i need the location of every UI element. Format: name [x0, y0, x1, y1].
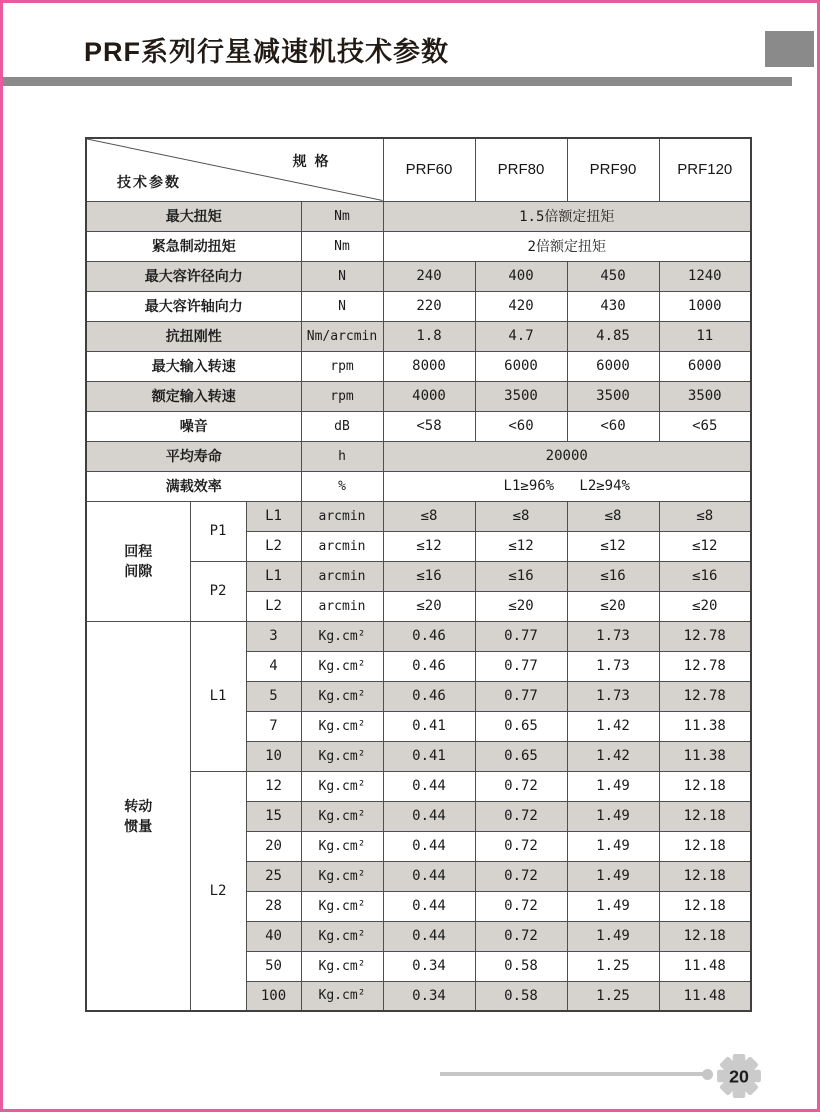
param-label: 噪音 — [86, 411, 301, 441]
value-cell: ≤16 — [475, 561, 567, 591]
value-cell: 11.38 — [659, 741, 751, 771]
value-cell: ≤12 — [383, 531, 475, 561]
unit-cell: N — [301, 291, 383, 321]
unit-cell: Kg.cm² — [301, 711, 383, 741]
table-row — [86, 291, 751, 321]
value-cell: <60 — [567, 411, 659, 441]
value-cell: 1.25 — [567, 981, 659, 1011]
unit-cell: arcmin — [301, 501, 383, 531]
value-cell: 0.46 — [383, 621, 475, 651]
table-row — [86, 381, 751, 411]
value-cell: 1.49 — [567, 891, 659, 921]
title-underline-bar — [3, 77, 792, 86]
unit-cell: rpm — [301, 351, 383, 381]
value-cell: 4.7 — [475, 321, 567, 351]
grade-cell: P1 — [190, 501, 246, 561]
ratio-cell: 100 — [246, 981, 301, 1011]
table-row — [86, 411, 751, 441]
param-label: 满载效率 — [86, 471, 301, 501]
value-cell: 400 — [475, 261, 567, 291]
value-cell: 0.72 — [475, 801, 567, 831]
unit-cell: N — [301, 261, 383, 291]
value-cell: 0.77 — [475, 621, 567, 651]
value-cell: 12.18 — [659, 921, 751, 951]
column-header: PRF80 — [475, 138, 567, 201]
table-row — [86, 261, 751, 291]
footer-rule-dot — [702, 1069, 713, 1080]
table-row — [86, 501, 751, 531]
span-value-cell: 2倍额定扭矩 — [383, 231, 751, 261]
table-row — [86, 621, 751, 651]
value-cell: 240 — [383, 261, 475, 291]
value-cell: 8000 — [383, 351, 475, 381]
param-label: 最大容许轴向力 — [86, 291, 301, 321]
value-cell: 1.8 — [383, 321, 475, 351]
value-cell: 0.44 — [383, 921, 475, 951]
value-cell: ≤16 — [383, 561, 475, 591]
value-cell: 11.48 — [659, 981, 751, 1011]
ratio-cell: 3 — [246, 621, 301, 651]
param-label: 平均寿命 — [86, 441, 301, 471]
corner-spec-label: 规 格 — [292, 153, 331, 169]
value-cell: ≤8 — [475, 501, 567, 531]
unit-cell: Nm/arcmin — [301, 321, 383, 351]
value-cell: 11 — [659, 321, 751, 351]
unit-cell: Kg.cm² — [301, 651, 383, 681]
value-cell: <60 — [475, 411, 567, 441]
value-cell: 1.49 — [567, 921, 659, 951]
unit-cell: % — [301, 471, 383, 501]
value-cell: 0.46 — [383, 681, 475, 711]
unit-cell: arcmin — [301, 531, 383, 561]
value-cell: 12.18 — [659, 831, 751, 861]
span-value-cell: 20000 — [383, 441, 751, 471]
table-header-row — [86, 138, 751, 201]
value-cell: ≤8 — [383, 501, 475, 531]
inertia-group-line: 转动 — [124, 797, 153, 814]
page-title: PRF系列行星减速机技术参数 — [84, 37, 449, 67]
value-cell: 12.78 — [659, 621, 751, 651]
value-cell: 12.18 — [659, 771, 751, 801]
value-cell: 12.78 — [659, 651, 751, 681]
value-cell: 11.48 — [659, 951, 751, 981]
unit-cell: Kg.cm² — [301, 891, 383, 921]
value-cell: 3500 — [567, 381, 659, 411]
value-cell: 220 — [383, 291, 475, 321]
value-cell: 430 — [567, 291, 659, 321]
unit-cell: Kg.cm² — [301, 741, 383, 771]
value-cell: ≤20 — [659, 591, 751, 621]
table-row — [86, 321, 751, 351]
param-label: 抗扭刚性 — [86, 321, 301, 351]
value-cell: 0.72 — [475, 771, 567, 801]
ratio-cell: 5 — [246, 681, 301, 711]
value-cell: <65 — [659, 411, 751, 441]
inertia-group-label — [86, 621, 190, 1011]
value-cell: 0.34 — [383, 981, 475, 1011]
value-cell: 0.41 — [383, 711, 475, 741]
unit-cell: Kg.cm² — [301, 681, 383, 711]
unit-cell: Kg.cm² — [301, 951, 383, 981]
value-cell: 11.38 — [659, 711, 751, 741]
value-cell: 1240 — [659, 261, 751, 291]
value-cell: 4000 — [383, 381, 475, 411]
stage-cell: L1 — [190, 621, 246, 771]
ratio-cell: 10 — [246, 741, 301, 771]
value-cell: ≤8 — [567, 501, 659, 531]
param-label: 最大扭矩 — [86, 201, 301, 231]
value-cell: ≤20 — [475, 591, 567, 621]
unit-cell: Kg.cm² — [301, 921, 383, 951]
value-cell: 0.34 — [383, 951, 475, 981]
value-cell: 450 — [567, 261, 659, 291]
unit-cell: h — [301, 441, 383, 471]
table-row — [86, 441, 751, 471]
value-cell: 0.58 — [475, 981, 567, 1011]
value-cell: 3500 — [659, 381, 751, 411]
unit-cell: Kg.cm² — [301, 621, 383, 651]
corner-header-cell — [86, 138, 383, 201]
page-number-gear-icon — [716, 1053, 762, 1099]
ratio-cell: 40 — [246, 921, 301, 951]
ratio-cell: 12 — [246, 771, 301, 801]
value-cell: 4.85 — [567, 321, 659, 351]
page-number: 20 — [729, 1066, 749, 1087]
unit-cell: Kg.cm² — [301, 831, 383, 861]
backlash-group-label — [86, 501, 190, 621]
value-cell: 1.42 — [567, 741, 659, 771]
value-cell: ≤16 — [567, 561, 659, 591]
value-cell: 0.72 — [475, 861, 567, 891]
value-cell: 1.42 — [567, 711, 659, 741]
table-row — [86, 201, 751, 231]
unit-cell: Kg.cm² — [301, 801, 383, 831]
value-cell: 12.18 — [659, 891, 751, 921]
value-cell: 0.46 — [383, 651, 475, 681]
unit-cell: Nm — [301, 231, 383, 261]
unit-cell: Kg.cm² — [301, 981, 383, 1011]
value-cell: 1.49 — [567, 861, 659, 891]
span-value-cell: 1.5倍额定扭矩 — [383, 201, 751, 231]
stage-cell: L2 — [246, 591, 301, 621]
unit-cell: arcmin — [301, 591, 383, 621]
value-cell: 0.44 — [383, 801, 475, 831]
value-cell: 0.77 — [475, 681, 567, 711]
value-cell: 12.18 — [659, 861, 751, 891]
ratio-cell: 4 — [246, 651, 301, 681]
value-cell: 6000 — [475, 351, 567, 381]
column-header: PRF90 — [567, 138, 659, 201]
value-cell: 1.49 — [567, 771, 659, 801]
param-label: 紧急制动扭矩 — [86, 231, 301, 261]
value-cell: ≤20 — [383, 591, 475, 621]
backlash-group-line: 回程 — [124, 543, 153, 559]
value-cell: 0.72 — [475, 921, 567, 951]
footer-rule — [440, 1072, 706, 1076]
value-cell: ≤12 — [475, 531, 567, 561]
value-cell: ≤12 — [659, 531, 751, 561]
value-cell: 1000 — [659, 291, 751, 321]
value-cell: 1.49 — [567, 801, 659, 831]
value-cell: ≤12 — [567, 531, 659, 561]
value-cell: 12.78 — [659, 681, 751, 711]
param-label: 最大输入转速 — [86, 351, 301, 381]
value-cell: 0.44 — [383, 861, 475, 891]
stage-cell: L2 — [246, 531, 301, 561]
ratio-cell: 15 — [246, 801, 301, 831]
ratio-cell: 7 — [246, 711, 301, 741]
value-cell: 3500 — [475, 381, 567, 411]
table-row — [86, 351, 751, 381]
value-cell: ≤20 — [567, 591, 659, 621]
value-cell: 6000 — [659, 351, 751, 381]
corner-param-label: 技术参数 — [117, 173, 181, 190]
param-label: 最大容许径向力 — [86, 261, 301, 291]
value-cell: 0.58 — [475, 951, 567, 981]
unit-cell: Kg.cm² — [301, 771, 383, 801]
column-header: PRF60 — [383, 138, 475, 201]
value-cell: 1.73 — [567, 651, 659, 681]
value-cell: 0.44 — [383, 831, 475, 861]
top-right-accent-square — [765, 31, 814, 67]
value-cell: 6000 — [567, 351, 659, 381]
table-row — [86, 471, 751, 501]
table-row — [86, 231, 751, 261]
value-cell: 1.25 — [567, 951, 659, 981]
value-cell: ≤8 — [659, 501, 751, 531]
value-cell: 420 — [475, 291, 567, 321]
unit-cell: arcmin — [301, 561, 383, 591]
grade-cell: P2 — [190, 561, 246, 621]
value-cell: 1.49 — [567, 831, 659, 861]
value-cell: 1.73 — [567, 621, 659, 651]
value-cell: 0.77 — [475, 651, 567, 681]
column-header: PRF120 — [659, 138, 751, 201]
param-label: 额定输入转速 — [86, 381, 301, 411]
span-value-cell: L1≥96% L2≥94% — [383, 471, 751, 501]
value-cell: 0.72 — [475, 831, 567, 861]
ratio-cell: 50 — [246, 951, 301, 981]
value-cell: 0.65 — [475, 741, 567, 771]
value-cell: ≤16 — [659, 561, 751, 591]
inertia-group-line: 惯量 — [124, 817, 153, 834]
stage-cell: L1 — [246, 501, 301, 531]
ratio-cell: 20 — [246, 831, 301, 861]
backlash-group-line: 间隙 — [124, 563, 153, 579]
unit-cell: rpm — [301, 381, 383, 411]
spec-table — [85, 137, 752, 1012]
ratio-cell: 28 — [246, 891, 301, 921]
value-cell: 0.44 — [383, 771, 475, 801]
ratio-cell: 25 — [246, 861, 301, 891]
value-cell: <58 — [383, 411, 475, 441]
value-cell: 0.41 — [383, 741, 475, 771]
stage-cell: L1 — [246, 561, 301, 591]
stage-cell: L2 — [190, 771, 246, 1011]
value-cell: 1.73 — [567, 681, 659, 711]
unit-cell: Nm — [301, 201, 383, 231]
value-cell: 0.65 — [475, 711, 567, 741]
unit-cell: dB — [301, 411, 383, 441]
value-cell: 12.18 — [659, 801, 751, 831]
value-cell: 0.72 — [475, 891, 567, 921]
unit-cell: Kg.cm² — [301, 861, 383, 891]
value-cell: 0.44 — [383, 891, 475, 921]
